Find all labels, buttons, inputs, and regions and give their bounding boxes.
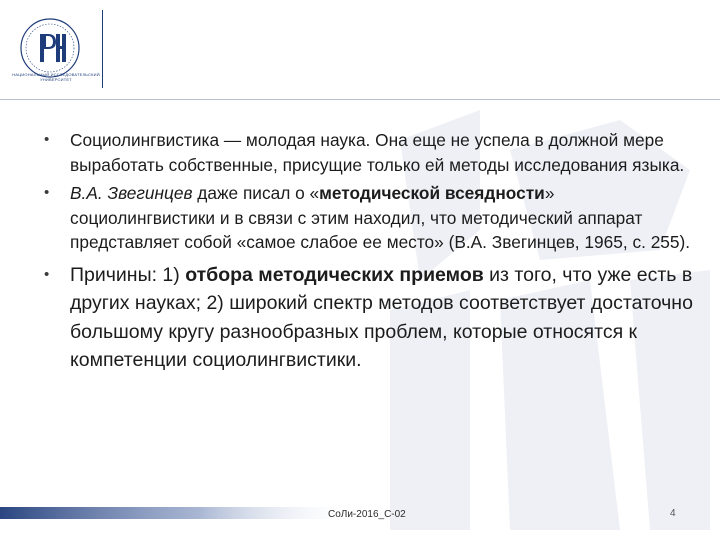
- footer-gradient-bar: [0, 507, 360, 519]
- bullet-text-before: даже писал о «: [192, 183, 320, 203]
- bullet-text-after: из того, что уже есть в других науках; 2) широкий спектр методов соответствует достаточно большому кругу разнообразных проблем, которые относятся к компетенции социолингвистики.: [70, 263, 693, 371]
- page-number: 4: [670, 508, 676, 519]
- bullet-dot-icon: •: [44, 265, 50, 283]
- header-rule: [0, 99, 720, 100]
- bullet-item: [44, 181, 694, 255]
- emphasis-text: методической всеядности: [319, 183, 545, 203]
- author-name: В.А. Звегинцев: [70, 183, 193, 203]
- bullet-item: [44, 128, 694, 177]
- emphasis-text: отбора методических приемов: [185, 263, 484, 286]
- bullet-text-before: Причины: 1): [70, 263, 186, 286]
- bullet-dot-icon: •: [44, 184, 50, 201]
- bullet-dot-icon: •: [44, 131, 50, 148]
- bullet-text: Социолингвистика — молодая наука. Она еще не успела в должной мере выработать собственные, присущие только ей методы исследования языка.: [70, 130, 685, 175]
- header-divider: [102, 10, 103, 88]
- bullet-item: [44, 261, 694, 375]
- bullet-text-after: » социолингвистики и в связи с этим находил, что методический аппарат представляет собой «самое слабое ее место» (В.А. Звегинцев, 1965, с. 255).: [70, 183, 691, 252]
- footer-label: СоЛи-2016_С-02: [328, 509, 406, 520]
- bullet-list: [44, 128, 694, 375]
- logo-caption: НАЦИОНАЛЬНЫЙ ИССЛЕДОВАТЕЛЬСКИЙ УНИВЕРСИТЕТ: [12, 72, 100, 82]
